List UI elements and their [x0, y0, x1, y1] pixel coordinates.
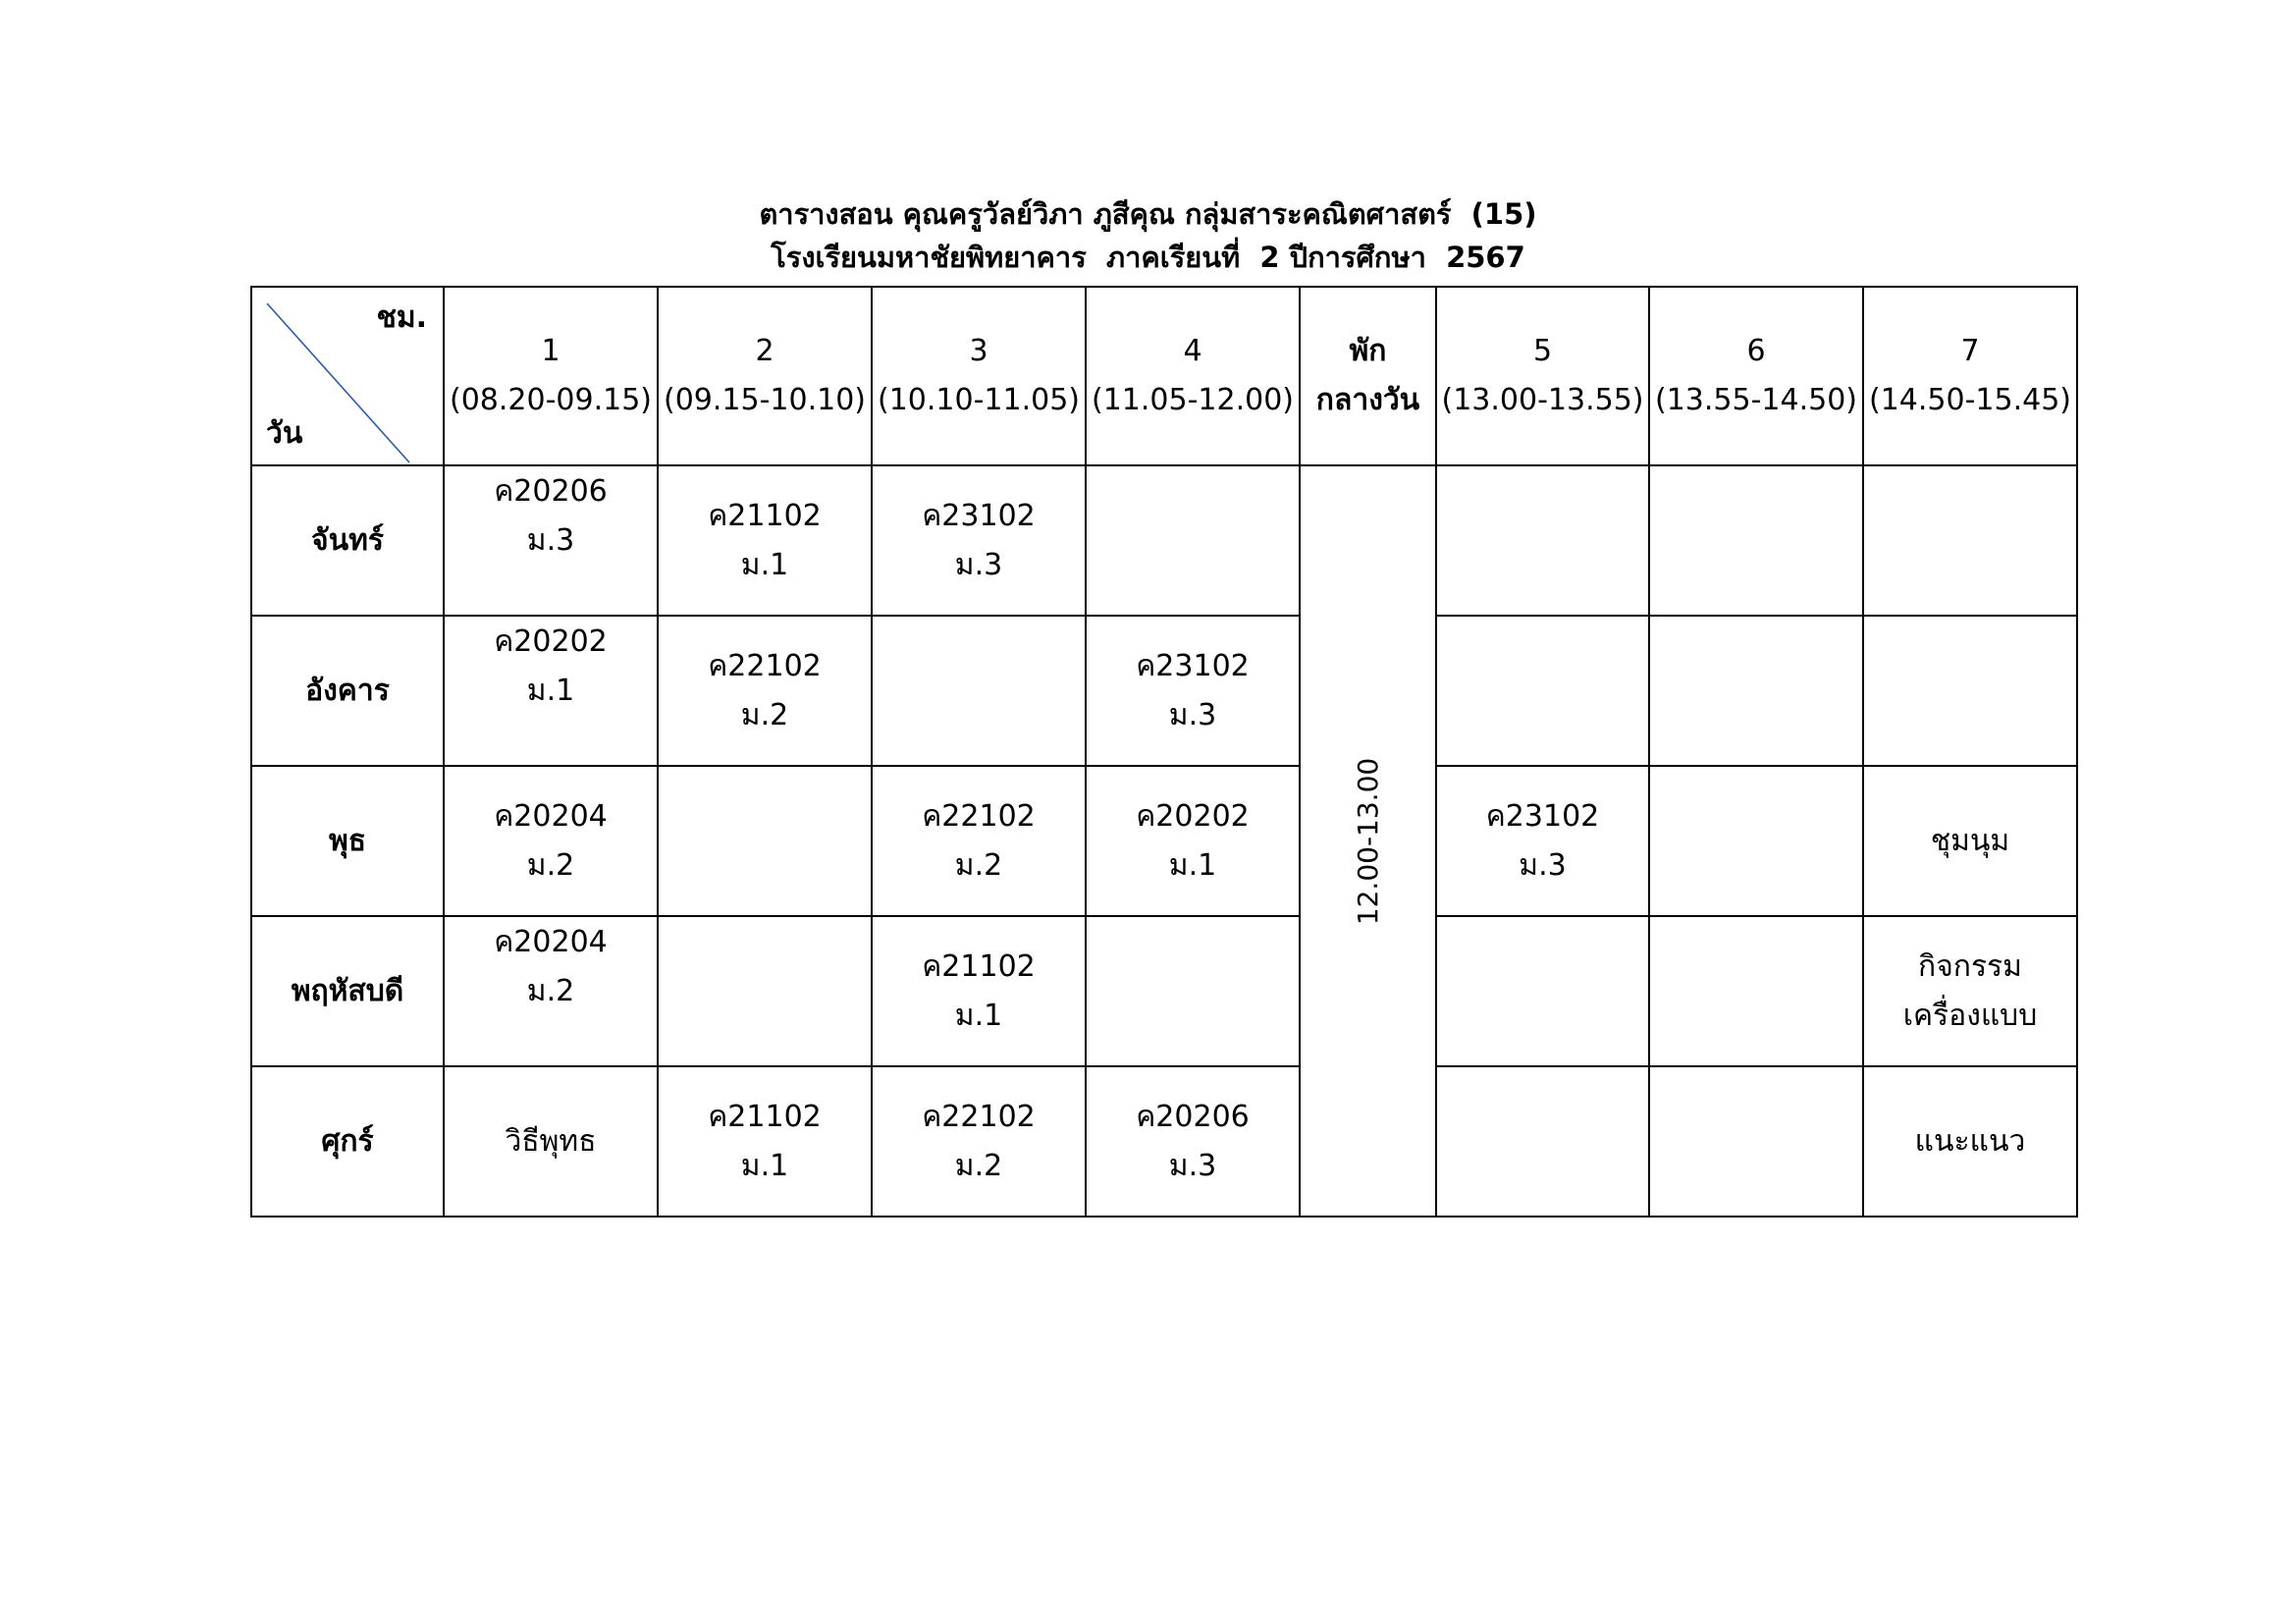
empty-cell [1649, 916, 1863, 1066]
class-level: ม.3 [1168, 697, 1217, 732]
header-row [251, 287, 2077, 465]
class-level: ม.1 [526, 673, 575, 708]
document-title [0, 192, 2296, 279]
class-cell [444, 616, 658, 766]
period-time: (09.15-10.10) [663, 383, 866, 417]
empty-cell [1649, 465, 1863, 616]
class-level: ม.2 [954, 1148, 1003, 1183]
corner-cell [251, 287, 444, 465]
period-header [1649, 287, 1863, 465]
break-label-1: พัก [1349, 334, 1387, 368]
activity-cell [1863, 916, 2077, 1066]
lunch-break-column [1300, 465, 1436, 1217]
subject-code: ค20204 [494, 924, 608, 959]
subject-code: ค23102 [922, 498, 1036, 533]
subject-code: ค23102 [1485, 798, 1600, 834]
class-level: ม.2 [526, 847, 575, 883]
period-number: 3 [969, 334, 988, 368]
empty-cell [1086, 465, 1300, 616]
class-level: ม.3 [1519, 847, 1567, 883]
lunch-break-header [1300, 287, 1436, 465]
period-header [1436, 287, 1649, 465]
day-name: พฤหัสบดี [251, 916, 444, 1066]
class-level: ม.1 [740, 1148, 789, 1183]
day-row-monday [251, 465, 2077, 616]
class-cell [872, 916, 1086, 1066]
subject-code: ค20204 [494, 798, 608, 834]
subject-code: ค22102 [922, 798, 1036, 834]
period-number: 5 [1532, 334, 1553, 368]
period-time: (11.05-12.00) [1091, 383, 1294, 417]
class-level: ม.1 [740, 547, 789, 582]
period-number: 4 [1183, 334, 1202, 368]
period-time: (13.00-13.55) [1441, 383, 1644, 417]
subject-code: ค21102 [922, 948, 1036, 984]
activity-cell [1863, 1066, 2077, 1217]
class-cell [1436, 766, 1649, 916]
class-level: ม.3 [1168, 1148, 1217, 1183]
period-header [1086, 287, 1300, 465]
period-time: (10.10-11.05) [877, 383, 1080, 417]
empty-cell [658, 766, 872, 916]
class-cell [658, 465, 872, 616]
title-line-1: ตารางสอน คุณครูวัลย์วิภา ภูสีคุณ กลุ่มสาระคณิตศาสตร์ (15) [759, 197, 1537, 231]
subject-code: ค20202 [494, 623, 608, 659]
activity-label: แนะแนว [1914, 1123, 2026, 1159]
class-cell [444, 766, 658, 916]
day-row-wednesday [251, 766, 2077, 916]
class-level: ม.3 [954, 547, 1003, 582]
empty-cell [658, 916, 872, 1066]
class-cell [872, 766, 1086, 916]
empty-cell [1649, 766, 1863, 916]
class-level: ม.2 [740, 697, 789, 732]
class-level: ม.1 [954, 998, 1003, 1033]
empty-cell [1436, 1066, 1649, 1217]
subject-code: ค20202 [1136, 798, 1250, 834]
day-name: ศุกร์ [251, 1066, 444, 1217]
period-number: 1 [541, 334, 561, 368]
class-cell [658, 616, 872, 766]
empty-cell [1436, 916, 1649, 1066]
title-line-2: โรงเรียนมหาชัยพิทยาคาร ภาคเรียนที่ 2 ปีการศึกษา 2567 [771, 241, 1525, 274]
timetable [250, 286, 2078, 1218]
activity-cell [1863, 766, 2077, 916]
activity-label: กิจกรรม [1918, 948, 2022, 984]
empty-cell [1649, 1066, 1863, 1217]
subject-code: ค22102 [708, 648, 822, 683]
period-header [658, 287, 872, 465]
subject-code: ค22102 [922, 1099, 1036, 1134]
class-level: ม.2 [954, 847, 1003, 883]
day-name: พุธ [251, 766, 444, 916]
empty-cell [1086, 916, 1300, 1066]
period-number: 2 [755, 334, 774, 368]
empty-cell [872, 616, 1086, 766]
class-level: ม.3 [526, 522, 575, 558]
activity-cell [444, 1066, 658, 1217]
corner-day-label: วัน [266, 416, 303, 451]
class-level: ม.2 [526, 973, 575, 1008]
break-label-2: กลางวัน [1315, 383, 1420, 417]
period-time: (08.20-09.15) [449, 383, 652, 417]
activity-label: เครื่องแบบ [1902, 998, 2038, 1033]
class-level: ม.1 [1168, 847, 1217, 883]
day-row-tuesday [251, 616, 2077, 766]
day-row-friday [251, 1066, 2077, 1217]
period-number: 6 [1746, 334, 1766, 368]
class-cell [872, 465, 1086, 616]
class-cell [1086, 616, 1300, 766]
activity-label: วิธีพุทธ [505, 1123, 597, 1159]
period-header [872, 287, 1086, 465]
empty-cell [1436, 616, 1649, 766]
class-cell [1086, 1066, 1300, 1217]
period-header [1863, 287, 2077, 465]
day-name: จันทร์ [251, 465, 444, 616]
day-name: อังคาร [251, 616, 444, 766]
period-time: (13.55-14.50) [1654, 383, 1857, 417]
empty-cell [1436, 465, 1649, 616]
break-time: 12.00-13.00 [1351, 757, 1384, 925]
period-header [444, 287, 658, 465]
class-cell [1086, 766, 1300, 916]
class-cell [658, 1066, 872, 1217]
subject-code: ค21102 [708, 1099, 822, 1134]
empty-cell [1863, 616, 2077, 766]
empty-cell [1863, 465, 2077, 616]
subject-code: ค20206 [494, 473, 608, 509]
subject-code: ค20206 [1136, 1099, 1250, 1134]
class-cell [444, 465, 658, 616]
activity-label: ชุมนุม [1930, 823, 2010, 858]
period-time: (14.50-15.45) [1868, 383, 2071, 417]
subject-code: ค21102 [708, 498, 822, 533]
class-cell [444, 916, 658, 1066]
corner-period-label: ชม. [376, 300, 427, 335]
subject-code: ค23102 [1136, 648, 1250, 683]
period-number: 7 [1960, 334, 1980, 368]
class-cell [872, 1066, 1086, 1217]
day-row-thursday [251, 916, 2077, 1066]
empty-cell [1649, 616, 1863, 766]
